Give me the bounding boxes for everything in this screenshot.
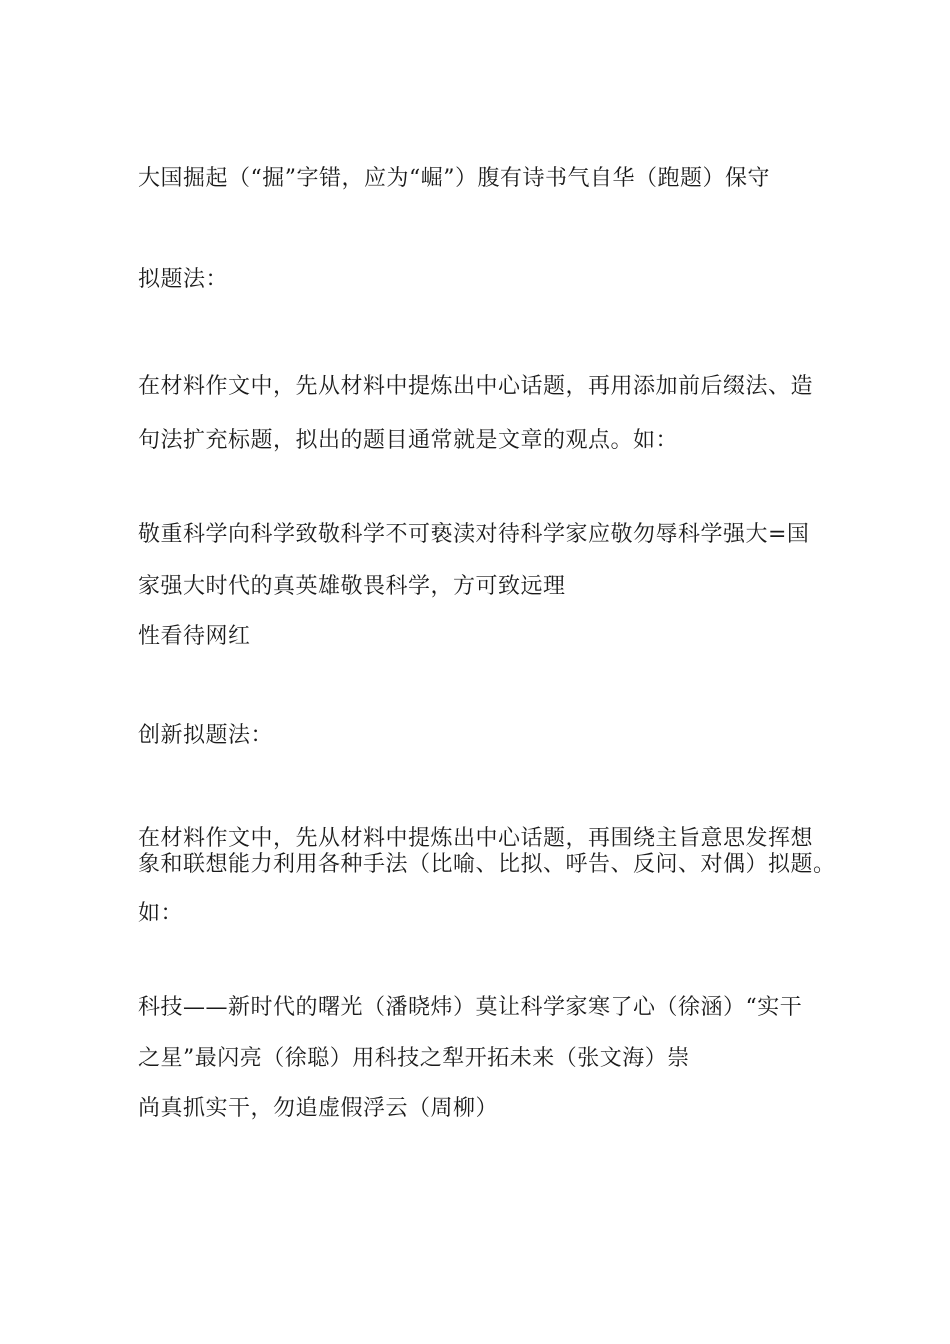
paragraph-line: 象和联想能力利用各种手法（比喻、比拟、呼告、反问、对偶）拟题。 bbox=[138, 852, 836, 877]
paragraph-line: 如： bbox=[138, 901, 184, 926]
paragraph-line: 敬重科学向科学致敬科学不可亵渎对待科学家应敬勿辱科学强大=国 bbox=[138, 522, 810, 547]
paragraph-line: 尚真抓实干，勿追虚假浮云（周柳） bbox=[138, 1096, 499, 1121]
paragraph-line: 之星”最闪亮（徐聪）用科技之犁开拓未来（张文海）崇 bbox=[138, 1046, 690, 1071]
paragraph-line: 在材料作文中，先从材料中提炼出中心话题，再围绕主旨意思发挥想 bbox=[138, 826, 814, 851]
section-heading: 拟题法： bbox=[138, 267, 229, 292]
paragraph-line: 家强大时代的真英雄敬畏科学，方可致远理 bbox=[138, 574, 566, 599]
paragraph-line: 科技——新时代的曙光（潘晓炜）莫让科学家寒了心（徐涵）“实干 bbox=[138, 995, 803, 1020]
section-heading: 创新拟题法： bbox=[138, 723, 274, 748]
paragraph-line: 在材料作文中，先从材料中提炼出中心话题，再用添加前后缀法、造 bbox=[138, 374, 814, 399]
paragraph-line: 性看待网红 bbox=[138, 624, 251, 649]
paragraph-line: 大国掘起（“掘”字错，应为“崛”）腹有诗书气自华（跑题）保守 bbox=[138, 166, 770, 191]
paragraph-line: 句法扩充标题，拟出的题目通常就是文章的观点。如： bbox=[138, 428, 679, 453]
